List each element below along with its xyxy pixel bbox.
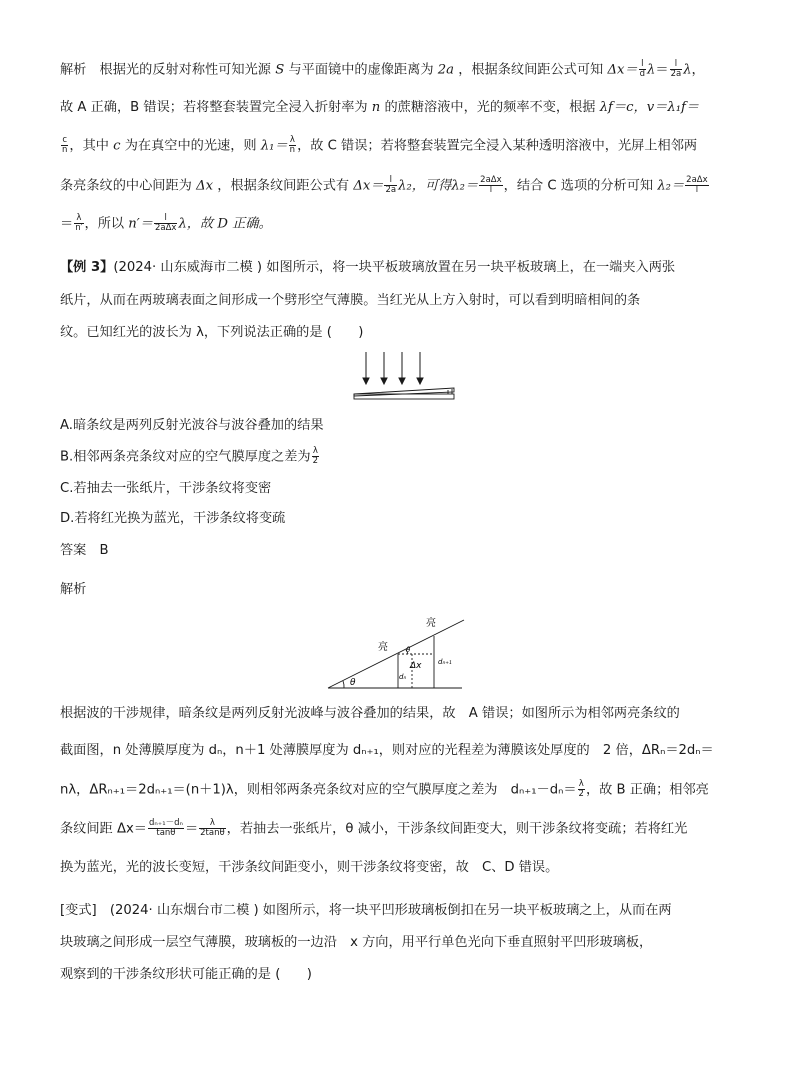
para1-line2 — [60, 98, 740, 118]
fraction: $\frac{\text{dₙ₊₁－dₙ}}{\tan\theta}$ — [148, 818, 183, 838]
symbol-s: S — [275, 62, 285, 78]
formula: Δx＝ — [607, 62, 638, 78]
para2-line1 — [60, 704, 740, 724]
text: 纸片，从而在两玻璃表面之间形成一个劈形空气薄膜。当红光从上方入射时，可以看到明暗相间的条 — [60, 293, 641, 308]
para1-line1: 解析 根据光的反射对称性可知光源 S 与平面镜中的虚像距离为 2a ，根据条纹间距公式可知 Δx＝ $\frac{l}{d}$ λ＝ $\frac{l}{2a}$ λ， — [60, 59, 705, 79]
text: ，结合 C 选项的分析可知 — [503, 178, 654, 194]
text: 换为蓝光，光的波长变短，干涉条纹间距变小，则干涉条纹将变密，故 C、D 错误。 — [60, 860, 559, 875]
text: 的蔗糖溶液中，光的频率不变，根据 — [384, 100, 596, 115]
text: 条亮条纹的中心间距为 — [60, 178, 192, 194]
example3-line3 — [60, 323, 740, 343]
text: 答案 B — [60, 543, 109, 558]
para1-line3 — [60, 136, 740, 157]
para1-line5 — [60, 214, 740, 235]
text: ，故 C 错误；若将整套装置完全浸入某种透明溶液中，光屏上相邻两 — [297, 138, 698, 154]
text: A.暗条纹是两列反射光波谷与波谷叠加的结果 — [60, 418, 324, 433]
text: ＝ — [184, 821, 199, 837]
para2-line2 — [60, 741, 740, 761]
formula: λ₂＝ — [451, 178, 479, 194]
symbol-dx: Δx — [196, 178, 214, 194]
option-d — [60, 509, 740, 529]
variant-line3 — [60, 965, 740, 985]
example3-line2 — [60, 291, 740, 311]
text: (2024· 山东威海市二模 ) 如图所示，将一块平板玻璃放置在另一块平板玻璃上，在一端夹入两张 — [113, 260, 676, 275]
symbol-n: n — [371, 100, 381, 115]
theta-arc — [343, 681, 344, 688]
fraction: $\frac{\lambda}{2}$ — [578, 779, 584, 799]
formula: λ，故 D 正确。 — [178, 216, 272, 232]
formula: λf＝c，v＝λ₁f＝ — [599, 100, 700, 115]
text: B.相邻两条亮条纹对应的空气膜厚度之差为 — [60, 449, 311, 465]
para2-line3 — [60, 780, 740, 801]
text: 条纹间距 Δx＝ — [60, 821, 147, 837]
example3-line1 — [60, 258, 740, 278]
text: ，根据条纹间距公式可知 — [458, 62, 604, 78]
text: D.若将红光换为蓝光，干涉条纹将变疏 — [60, 511, 286, 526]
text: ， — [691, 62, 705, 78]
text: 观察到的干涉条纹形状可能正确的是 ( ) — [60, 967, 312, 982]
fraction: $\frac{\lambda}{2}$ — [312, 446, 319, 466]
fraction: l 2aΔx — [154, 213, 177, 233]
fraction: $\frac{\lambda}{2\tan\theta}$ — [200, 818, 225, 838]
text: C.若抽去一张纸片，干涉条纹将变密 — [60, 481, 272, 496]
text: ，故 B 正确；相邻亮 — [585, 782, 709, 798]
formula: λ₂＝ — [657, 178, 685, 194]
bright-label-2: 亮 — [426, 618, 436, 629]
dx-label: Δx — [410, 661, 422, 671]
glass-plates — [354, 388, 454, 399]
text: 块玻璃之间形成一层空气薄膜，玻璃板的一边沿 x 方向，用平行单色光向下垂直照射平凹形玻璃板， — [60, 935, 653, 950]
dn1-label: dₙ₊₁ — [438, 658, 452, 666]
answer — [60, 541, 740, 561]
text: ，若抽去一张纸片，θ 减小，干涉条纹间距变大，则干涉条纹将变疏；若将红光 — [226, 821, 688, 837]
formula: n′＝ — [128, 216, 153, 232]
analysis-label — [60, 580, 740, 600]
option-a — [60, 416, 740, 436]
formula: λ₁＝ — [260, 138, 288, 154]
lambda: λ — [683, 62, 692, 78]
fraction: $\frac{l}{d}$ — [639, 59, 646, 79]
incident-arrows — [363, 352, 423, 384]
text: [变式] (2024· 山东烟台市二模 ) 如图所示，将一块平凹形玻璃板倒扣在另一块平板玻璃之上，从而在两 — [60, 903, 672, 918]
theta-label-2: θ — [406, 646, 411, 654]
lambda: λ — [647, 62, 656, 78]
fraction: $\frac{c}{n}$ — [62, 135, 68, 155]
top-plate-line — [328, 620, 464, 688]
variant-line2 — [60, 933, 740, 953]
fraction: $\frac{l}{2a}$ — [385, 175, 397, 195]
text: 截面图，n 处薄膜厚度为 dₙ，n＋1 处薄膜厚度为 dₙ₊₁，则对应的光程差为薄膜该处厚度的 2 倍，ΔRₙ＝2dₙ＝ — [60, 743, 714, 758]
option-c — [60, 479, 740, 499]
fraction: 2aΔx l — [686, 175, 708, 195]
option-b — [60, 447, 740, 468]
text: ，根据条纹间距公式有 — [217, 178, 350, 194]
text: ＝ — [60, 216, 74, 232]
fraction: $\frac{l}{2a}$ — [670, 59, 682, 79]
text: 故 A 正确，B 错误；若将整套装置完全浸入折射率为 — [60, 100, 368, 115]
fraction: $\frac{\lambda}{n}$ — [289, 135, 296, 155]
para1-line4 — [60, 176, 740, 197]
wedge-figure — [340, 350, 460, 405]
text: ，所以 — [84, 216, 125, 232]
para2-line4 — [60, 819, 740, 840]
fraction: 2aΔx l — [480, 175, 502, 195]
theta-label: θ — [350, 678, 356, 688]
text: 解析 根据光的反射对称性可知光源 — [60, 62, 271, 78]
text: ，其中 — [69, 138, 109, 154]
formula: Δx＝ — [353, 178, 384, 194]
text: 为在真空中的光速，则 — [124, 138, 257, 154]
example-tag: 【例 3】 — [60, 260, 114, 275]
text: 纹。已知红光的波长为 λ，下列说法正确的是 ( ) — [60, 325, 364, 340]
symbol-c: c — [113, 138, 121, 154]
variant-line1 — [60, 901, 740, 921]
text: nλ，ΔRₙ₊₁＝2dₙ₊₁＝(n＋1)λ，则相邻两条亮条纹对应的空气膜厚度之差为 dₙ₊₁－dₙ＝ — [60, 782, 577, 798]
dn-label: dₙ — [399, 673, 407, 681]
formula: λ₂，可得 — [398, 178, 452, 194]
text: 与平面镜中的虚像距离为 — [288, 62, 434, 78]
cross-section-figure — [322, 612, 472, 692]
para2-line5 — [60, 858, 740, 878]
symbol-2a: 2a — [437, 62, 454, 78]
fraction: $\frac{\lambda}{n'}$ — [75, 213, 83, 233]
text: 根据波的干涉规律，暗条纹是两列反射光波峰与波谷叠加的结果，故 A 错误；如图所示为相邻两亮条纹的 — [60, 706, 680, 721]
bright-label-1: 亮 — [378, 642, 388, 653]
text: 解析 — [60, 582, 87, 597]
